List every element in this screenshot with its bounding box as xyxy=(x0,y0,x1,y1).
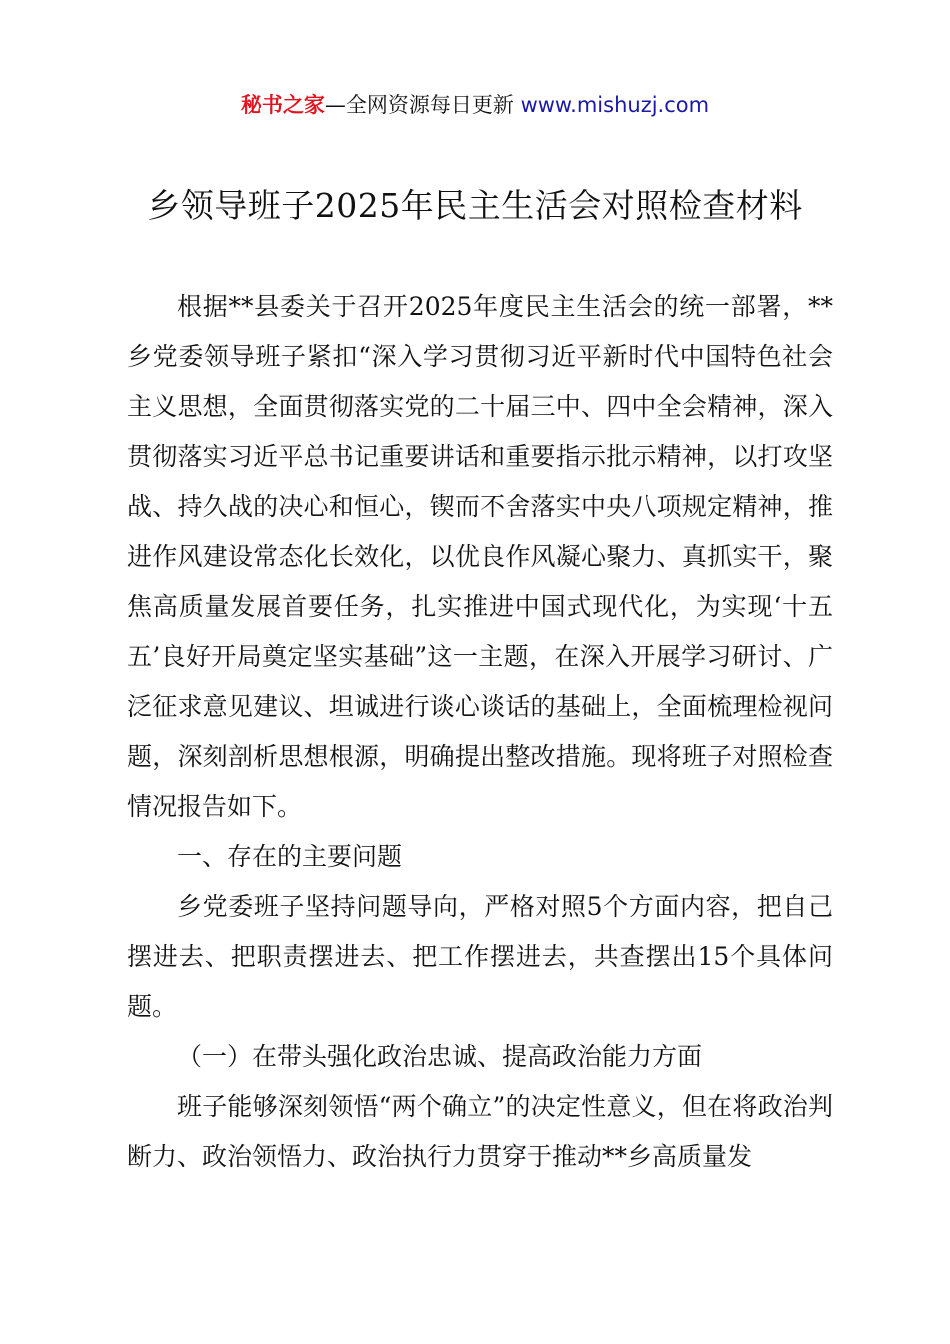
site-brand: 秘书之家 xyxy=(240,93,325,117)
section-heading-1: 一、存在的主要问题 xyxy=(177,842,403,871)
section-1-paragraph: 乡党委班子坚持问题导向，严格对照5个方面内容，把自己摆进去、把职责摆进去、把工作摆进去，共查摆出15个具体问题。 xyxy=(127,892,833,1021)
document-body xyxy=(127,282,833,1182)
site-tagline: —全网资源每日更新 xyxy=(324,93,521,117)
subsection-heading-1: （一）在带头强化政治忠诚、提高政治能力方面 xyxy=(177,1042,703,1071)
document-title: 乡领导班子2025年民主生活会对照检查材料 xyxy=(147,186,803,225)
intro-paragraph: 根据**县委关于召开2025年度民主生活会的统一部署，**乡党委领导班子紧扣“深入学习贯彻习近平新时代中国特色社会主义思想，全面贯彻落实党的二十届三中、四中全会精神，深入贯彻落实习近平总书记重要讲话和重要指示批示精神，以打攻坚战、持久战的决心和恒心，锲而不舍落实中央八项规定精神，推进作风建设常态化长效化，以优良作风凝心聚力、真抓实干，聚焦高质量发展首要任务，扎实推进中国式现代化，为实现‘十五五’良好开局奠定坚实基础”这一主题，在深入开展学习研讨、广泛征求意见建议、坦诚进行谈心谈话的基础上，全面梳理检视问题，深刻剖析思想根源，明确提出整改措施。现将班子对照检查情况报告如下。 xyxy=(127,292,833,821)
subsection-1-paragraph: 班子能够深刻领悟“两个确立”的决定性意义，但在将政治判断力、政治领悟力、政治执行力贯穿于推动**乡高质量发 xyxy=(127,1092,833,1171)
site-url-link[interactable]: www.mishuzj.com xyxy=(520,93,710,117)
site-header xyxy=(0,88,950,122)
